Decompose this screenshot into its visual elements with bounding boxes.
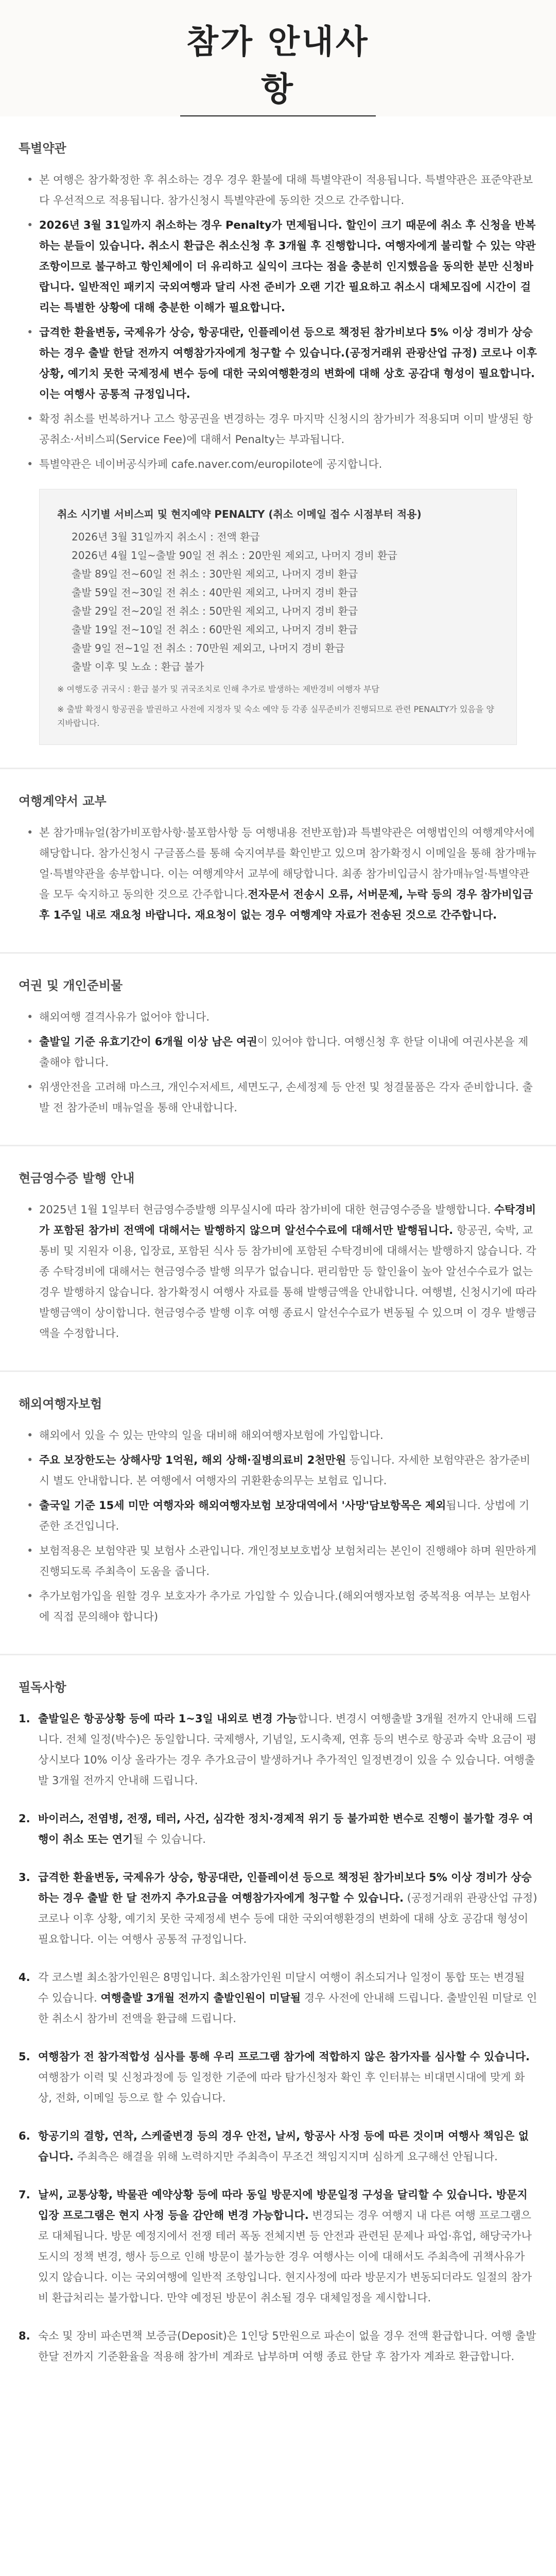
fee-row: 출발 59일 전~30일 전 취소 : 40만원 제외고, 나머지 경비 환급 [72,586,358,599]
section-title: 여행계약서 교부 [19,794,107,808]
special-terms-list [19,170,537,474]
section-title: 해외여행자보험 [19,1397,102,1411]
fee-row: 출발 이후 및 노쇼 : 환급 불가 [72,660,204,673]
fee-row: 출발 29일 전~20일 전 취소 : 50만원 제외고, 나머지 경비 환급 [72,605,358,617]
list-item: 6. 항공기의 결항, 연착, 스케줄변경 등의 경우 안전, 날씨, 항공사 사정 등에 따른 것이며 여행사 책임은 없습니다. 주최측은 해결을 위해 노력하지만 주최측이 무조건 책임지지며 심하게 요구해선 안됩니다. [19,2130,529,2163]
list-item: • 본 여행은 참가확정한 후 취소하는 경우 경우 환불에 대해 특별약관이 적용됩니다. 특별약관은 표준약관보다 우선적으로 적용됩니다. 참가신청시 특별약관에 동의한 것으로 간주합니다. [19,170,537,211]
list-item: • 출국일 기준 15세 미만 여행자와 해외여행자보험 보장대역에서 '사망'담보항목은 제외됩니다. 상법에 기준한 조건입니다. [19,1495,537,1536]
fee-row: 출발 19일 전~10일 전 취소 : 60만원 제외고, 나머지 경비 환급 [72,623,358,636]
list-item: 8. 숙소 및 장비 파손면책 보증금(Deposit)은 1인당 5만원으로 파손이 없을 경우 전액 환급합니다. 여행 출발 한달 전까지 기준환율을 적용해 참가비 계좌로 납부하며 여행 종료 한달 후 참가자 계좌로 환급합니다. [19,2330,536,2363]
contract-section [0,768,556,952]
insurance-section [0,1370,556,1654]
cash-receipt-section [0,1145,556,1370]
fee-note: ※ 여행도중 귀국시 : 환급 불가 및 귀국조치로 인해 추가로 발생하는 제반경비 여행자 부담 [57,684,379,694]
list-item: 4. 각 코스별 최소참가인원은 8명입니다. 최소참가인원 미달시 여행이 취소되거나 일정이 통합 또는 변경될 수 있습니다. 여행출발 3개월 전까지 출발인원이 미달될 경우 사전에 안내해 드립니다. 출발인원 미달로 인한 취소시 참가비 전액을 환급해 드립니다. [19,1971,537,2025]
list-item: 5. 여행참가 전 참가적합성 심사를 통해 우리 프로그램 참가에 적합하지 않은 참가자를 심사할 수 있습니다. 여행참가 이력 및 신청과정에 등 일정한 기준에 따라 탐가신청자 확인 후 인터뷰는 비대면시대에 맞게 화상, 전화, 이메일 등으로 할 수 있습니다. [19,2050,530,2104]
content [0,116,556,2407]
contract-list [19,822,537,925]
list-item: • 위생안전을 고려해 마스크, 개인수저세트, 세면도구, 손세정제 등 안전 및 청결물품은 각자 준비합니다. 출발 전 참가준비 매뉴얼을 통해 안내합니다. [19,1077,537,1118]
list-item: • 급격한 환율변동, 국제유가 상승, 항공대란, 인플레이션 등으로 책정된 참가비보다 5% 이상 경비가 상승하는 경우 출발 한달 전까지 여행참가자에게 청구할 수 있습니다.(공정거래위 관광산업 규정) 코로나 이후 상황, 예기치 못한 국제정세 변수 등에 대한 국외여행환경의 변화에 대해 상호 공감대 형성이 필요합니다. 이는 여행사 공통적 규정입니다. [19,322,537,404]
title-wrap [180,15,376,121]
list-item: • 특별약관은 네이버공식카페 cafe.naver.com/europilote에 공지합니다. [19,454,537,474]
passport-section [0,952,556,1145]
must-read-section [0,1654,556,2407]
list-item: • 해외여행 결격사유가 없어야 합니다. [19,1007,537,1027]
insurance-list [19,1425,537,1627]
cancellation-fee-box [39,489,517,745]
fee-box-heading: 취소 시기별 서비스피 및 현지예약 PENALTY (취소 이메일 접수 시점부터 적용) [57,508,422,520]
list-item: • 주요 보장한도는 상해사망 1억원, 해외 상해·질병의료비 2천만원 등입니다. 자세한 보험약관은 참가준비 시 별도 안내합니다. 본 여행에서 여행자의 귀환환송의무는 보험료 입니다. [19,1450,537,1491]
fee-note: ※ 출발 확정시 항공권을 발권하고 사전에 지정자 및 숙소 예약 등 각종 실무준비가 진행되므로 관련 PENALTY가 있음을 양지바랍니다. [57,704,494,728]
list-item: 3. 급격한 환율변동, 국제유가 상승, 항공대란, 인플레이션 등으로 책정된 참가비보다 5% 이상 경비가 상승하는 경우 출발 한 달 전까지 추가요금을 여행참가자에게 청구할 수 있습니다. (공정거래위 관광산업 규정) 코로나 이후 상황, 예기치 못한 국제정세 변수 등에 대한 국외여행환경의 변화에 대해 상호 공감대 형성이 필요합니다. 이는 여행사 공통적 규정입니다. [19,1871,537,1945]
section-title: 필독사항 [19,1680,66,1694]
passport-list [19,1007,537,1118]
list-item: 7. 날씨, 교통상황, 박물관 예약상황 등에 따라 동일 방문지에 방문일정 구성을 달리할 수 있습니다. 방문지 입장 프로그램은 현지 사정 등을 감안해 변경 가능합니다. 변경되는 경우 여행지 내 다른 여행 프로그램으로 대체됩니다. 방문 예정지에서 전쟁 테러 폭동 전체지변 등 안전과 관련된 문제나 파업·휴업, 해당국가나 도시의 정책 변경, 행사 등으로 인해 방문이 불가능한 경우 여행사는 이에 대해서도 주최측에 귀책사유가 있지 않습니다. 이는 국외여행에 일반적 조항입니다. 현지사정에 따라 방문지가 변동되더라도 일절의 참가비 환급처리는 불가합니다. 만약 예정된 방문이 취소될 경우 대체일정을 제시합니다. [19,2189,532,2304]
fee-row: 출발 9일 전~1일 전 취소 : 70만원 제외고, 나머지 경비 환급 [72,642,345,654]
list-item: • 추가보험가입을 원할 경우 보호자가 추가로 가입할 수 있습니다.(해외여행자보험 중복적용 여부는 보험사에 직접 문의해야 합니다) [19,1586,537,1627]
fee-row: 출발 89일 전~60일 전 취소 : 30만원 제외고, 나머지 경비 환급 [72,568,358,580]
list-item: • 보험적용은 보험약관 및 보험사 소관입니다. 개인정보보호법상 보험처리는 본인이 진행해야 하며 원만하게 진행되도록 주최측이 도움을 줍니다. [19,1540,537,1582]
section-title: 현금영수증 발행 안내 [19,1171,135,1185]
list-item: • 2025년 1월 1일부터 현금영수증발행 의무실시에 따라 참가비에 대한 현금영수증을 발행합니다. 수탁경비가 포함된 참가비 전액에 대해서는 발행하지 않으며 알선수수료에 대해서만 발행됩니다. 항공권, 숙박, 교통비 및 지원자 이용, 입장료, 포함된 식사 등 참가비에 포함된 수탁경비에 대해서는 발행하지 않습니다. 각종 수탁경비에 대해서는 현금영수증 발행 의무가 없습니다. 편리함만 등 할인율이 높아 알선수수료가 없는 경우 발행하지 않습니다. 참가확정시 여행사 자료를 통해 발행금액을 안내합니다. 여행별, 신청시기에 따라 발행금액이 상이합니다. 현금영수증 발행 이후 여행 종료시 알선수수료가 변동될 수 있으며 이 경우 발행금액을 수정합니다. [19,1199,537,1344]
cash-receipt-list [19,1199,537,1344]
special-terms-section [0,116,556,768]
must-read-list [19,1708,537,2367]
list-item: • 2026년 3월 31일까지 취소하는 경우 Penalty가 면제됩니다. 할인이 크기 때문에 취소 후 신청을 반복하는 분들이 있습니다. 취소시 환급은 취소신청 후 3개월 후 진행합니다. 여행자에게 불리할 수 있는 약관 조항이므로 불구하고 항인체에이 더 유리하고 실익이 크다는 점을 충분히 인지했음을 동의한 분만 신청바랍니다. 일반적인 패키지 국외여행과 달리 사전 준비가 오랜 기간 필요하고 취소시 대체모집에 시간이 걸리는 특별한 상황에 대해 충분한 이해가 필요합니다. [19,215,537,318]
fee-row: 2026년 4월 1일~출발 90일 전 취소 : 20만원 제외고, 나머지 경비 환급 [72,549,397,562]
section-title: 여권 및 개인준비물 [19,978,123,993]
page-title: 참가 안내사항 [186,23,370,109]
section-title: 특별약관 [19,141,66,156]
page-header [0,0,556,116]
list-item: • 해외에서 있을 수 있는 만약의 일을 대비해 해외여행자보험에 가입합니다. [19,1425,537,1446]
list-item: 1. 출발일은 항공상황 등에 따라 1~3일 내외로 변경 가능합니다. 변경시 여행출발 3개월 전까지 안내해 드립니다. 전체 일정(박수)은 동일합니다. 국제행사, 기념일, 도시축제, 연휴 등의 변수로 항공과 숙박 요금이 평상시보다 10% 이상 올라가는 경우 추가요금이 발생하거나 추가적인 일정변경이 있을 수 있습니다. 여행출발 3개월 전까지 안내해 드립니다. [19,1713,537,1787]
list-item: • 본 참가매뉴얼(참가비포함사항·불포함사항 등 여행내용 전반포함)과 특별약관은 여행법인의 여행계약서에 해당합니다. 참가신청시 구글폼스를 통해 숙지여부를 확인받고 있으며 참가확정시 이메일을 통해 참가매뉴얼·특별약관을 송부합니다. 이는 여행계약서 교부에 해당합니다. 최종 참가비입금시 참가매뉴얼·특별약관을 모두 숙지하고 동의한 것으로 간주합니다.전자문서 전송시 오류, 서버문제, 누락 등의 경우 참가비입금 후 1주일 내로 재요청 바랍니다. 재요청이 없는 경우 여행계약 자료가 전송된 것으로 간주합니다. [19,822,537,925]
list-item: • 확정 취소를 번복하거나 고스 항공권을 변경하는 경우 마지막 신청시의 참가비가 적용되며 이미 발생된 항공취소·서비스피(Service Fee)에 대해서 Penalty는 부과됩니다. [19,409,537,450]
fee-row: 2026년 3월 31일까지 취소시 : 전액 환급 [72,531,260,543]
list-item: 2. 바이러스, 전염병, 전쟁, 테러, 사건, 심각한 정치·경제적 위기 등 불가피한 변수로 진행이 불가할 경우 여행이 취소 또는 연기될 수 있습니다. [19,1812,533,1845]
list-item: • 출발일 기준 유효기간이 6개월 이상 남은 여권이 있어야 합니다. 여행신청 후 한달 이내에 여권사본을 제출해야 합니다. [19,1031,537,1073]
